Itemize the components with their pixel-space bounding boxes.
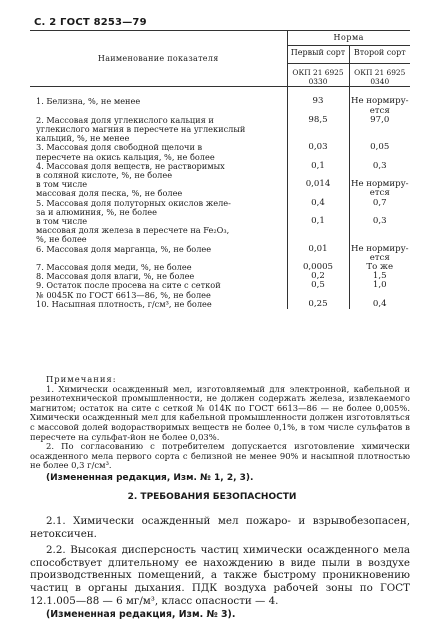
- indicator-name: 4. Массовая доля веществ, не растворимых в соляной кислоте, %, не более: [30, 162, 287, 180]
- indicator-name: в том числе массовая доля песка, %, не более: [30, 180, 287, 198]
- first-grade-value: 0,1: [287, 217, 349, 245]
- indicator-name: 7. Массовая доля меди, %, не более: [30, 263, 287, 272]
- second-grade-value: Не нормиру- ется: [350, 179, 409, 199]
- table-row: [30, 143, 410, 161]
- first-grade-value: 0,4: [287, 199, 349, 217]
- first-grade-value: 0,2: [287, 272, 349, 281]
- second-grade-value: 0,4: [372, 298, 387, 309]
- first-grade-value: 0,01: [287, 245, 349, 263]
- section-title: 2. ТРЕБОВАНИЯ БЕЗОПАСНОСТИ: [127, 492, 297, 502]
- second-grade-value: 0,3: [372, 160, 387, 171]
- first-grade-value: 0,0005: [287, 263, 349, 272]
- column-header-second-grade: Второй сорт: [349, 46, 410, 64]
- column-header-first-grade: Первый сорт: [287, 46, 349, 64]
- first-grade-value: 93: [287, 87, 349, 116]
- okp-code-first-grade: ОКП 21 6925 0330: [287, 64, 349, 87]
- second-grade-value: 1,0: [372, 280, 387, 291]
- norms-table: [30, 30, 410, 309]
- second-grade-value: Не нормиру- ется: [350, 96, 409, 116]
- second-grade-value: 0,7: [372, 197, 387, 208]
- notes-amendment: (Измененная редакция, Изм. № 1, 2, 3).: [46, 472, 254, 483]
- indicator-name: 6. Массовая доля марганца, %, не более: [30, 245, 287, 263]
- indicator-name: 1. Белизна, %, не менее: [30, 87, 287, 116]
- first-grade-value: 98,5: [287, 116, 349, 144]
- table-body: [30, 87, 410, 309]
- table-row: [30, 281, 410, 299]
- indicator-name: 8. Массовая доля влаги, %, не более: [30, 272, 287, 281]
- table-row: [30, 162, 410, 180]
- section-amendment: (Измененная редакция, Изм. № 3).: [46, 609, 236, 621]
- column-header-norm: Норма: [287, 31, 410, 46]
- paragraph-2-1: 2.1. Химически осажденный мел пожаро- и взрывобезопасен, нетоксичен.: [30, 515, 410, 540]
- note-2: 2. По согласованию с потребителем допускается изготовление химически осажденного мела первого сорта с белизной не менее 90% и насыпной плотностью не более 0,3 г/см³.: [30, 441, 410, 471]
- okp-code-second-grade: ОКП 21 6925 0340: [349, 64, 410, 87]
- table-row: [30, 217, 410, 245]
- indicator-name: 3. Массовая доля свободной щелочи в пересчете на окись кальция, %, не более: [30, 143, 287, 161]
- second-grade-value: 97,0: [370, 114, 390, 125]
- first-grade-value: 0,03: [287, 143, 349, 161]
- notes-block: [30, 375, 410, 484]
- indicator-name: в том числе массовая доля железа в пересчете на Fe₂O₃, %, не более: [30, 217, 287, 245]
- second-grade-value: 0,3: [372, 216, 387, 227]
- table-row: [30, 180, 410, 198]
- table-row: [30, 87, 410, 116]
- table-row: [30, 116, 410, 144]
- notes-heading: Примечания:: [46, 374, 117, 384]
- table-row: [30, 300, 410, 309]
- second-grade-value: 1,5: [372, 271, 387, 282]
- indicator-name: 2. Массовая доля углекислого кальция и углекислого магния в пересчете на углекислый кальций, %, не менее: [30, 116, 287, 144]
- first-grade-value: 0,1: [287, 162, 349, 180]
- column-header-name: Наименование показателя: [30, 31, 287, 87]
- page-header: С. 2 ГОСТ 8253—79: [34, 17, 147, 28]
- second-grade-value: Не нормиру- ется: [350, 243, 409, 263]
- second-grade-value: 0,05: [370, 142, 390, 153]
- table-row: [30, 199, 410, 217]
- second-grade-value: То же: [366, 262, 394, 273]
- indicator-name: 10. Насыпная плотность, г/см³, не более: [30, 300, 287, 309]
- first-grade-value: 0,014: [287, 180, 349, 198]
- indicator-name: 5. Массовая доля полуторных окислов желе- за и алюминия, %, не более: [30, 199, 287, 217]
- note-1: 1. Химически осажденный мел, изготовляемый для электронной, кабельной и резинотехнической промышленности, не должен содержать железа, извлекаемого магнитом; остаток на сите с сеткой № 014К по ГОСТ 6613—86 — не более 0,005%. Химически осажденный мел для кабельной промышленности должен изготовляться с массовой долей водорастворимых веществ не более 0,1%, в том числе сульфатов в пересчете на сульфат-йон не более 0,03%.: [30, 383, 410, 442]
- table-row: [30, 245, 410, 263]
- indicator-name: 9. Остаток после просева на сите с сеткой № 0045К по ГОСТ 6613—86, %, не более: [30, 281, 287, 299]
- section-body: [30, 515, 410, 622]
- first-grade-value: 0,5: [287, 281, 349, 299]
- paragraph-2-2: 2.2. Высокая дисперсность частиц химически осажденного мела способствует длительному ее нахождению в виде пыли в воздухе производственных помещений, а также быстрому проникновению частиц в органы дыхания. ПДК воздуха рабочей зоны по ГОСТ 12.1.005—88 — 6 мг/м³, класс опасности — 4.: [30, 544, 410, 607]
- first-grade-value: 0,25: [287, 300, 349, 309]
